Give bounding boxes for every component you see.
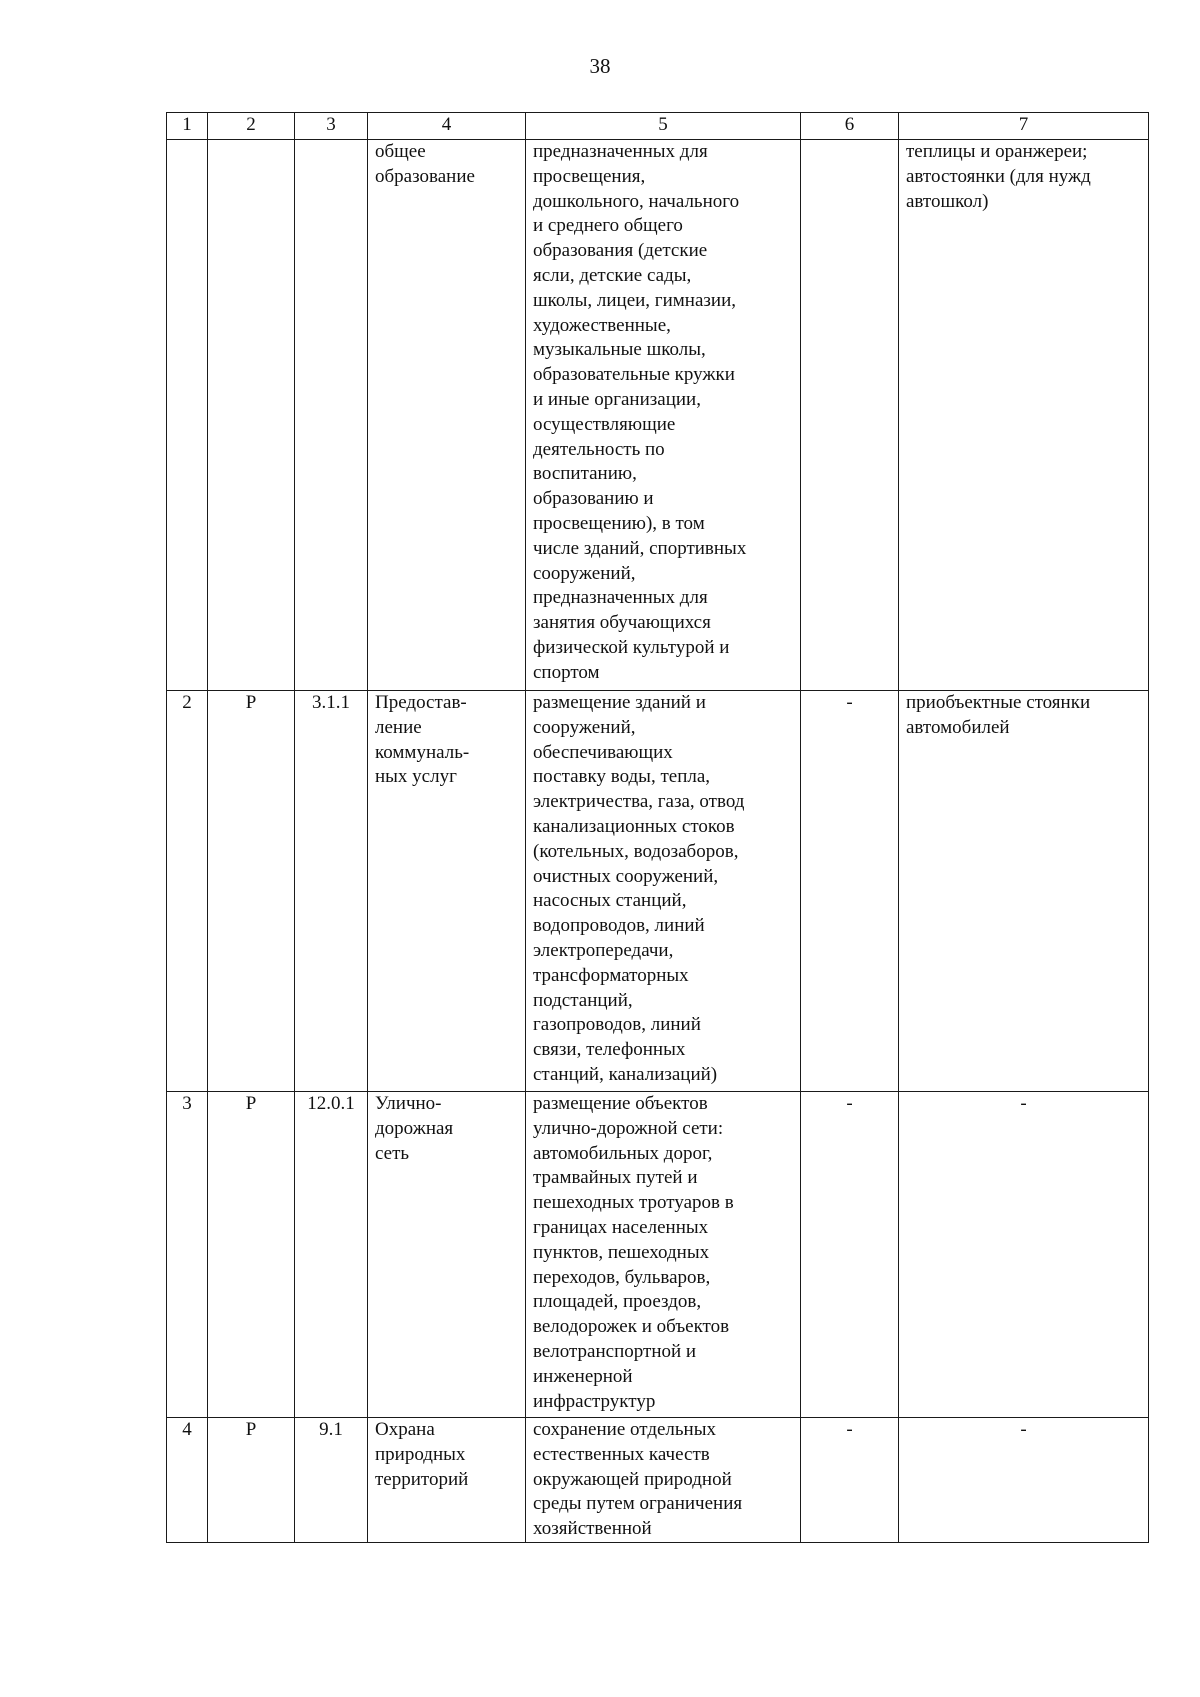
auxiliary-use-cell: приобъектные стоянки автомобилей — [899, 691, 1149, 1092]
header-cell: 4 — [368, 113, 526, 140]
classifier-code-cell: 9.1 — [295, 1418, 368, 1543]
auxiliary-use-cell: теплицы и оранжереи; автостоянки (для нужд автошкол) — [899, 140, 1149, 691]
use-description-cell: размещение зданий и сооружений, обеспечивающих поставку воды, тепла, электричества, газа, отвод канализационных стоков (котельных, водозаборов, очистных сооружений, насосных станций, водопроводов, линий электропередачи, трансформаторных подстанций, газопроводов, линий связи, телефонных станций, канализаций) — [526, 691, 801, 1092]
use-name-cell: Предостав- ление коммуналь- ных услуг — [368, 691, 526, 1092]
use-description-cell: размещение объектов улично-дорожной сети: автомобильных дорог, трамвайных путей и пешеходных тротуаров в границах населенных пунктов, пешеходных переходов, бульваров, площадей, проездов, велодорожек и объектов велотранспортной и инженерной инфраструктур — [526, 1092, 801, 1418]
use-description-cell: сохранение отдельных естественных качеств окружающей природной среды путем ограничения хозяйственной — [526, 1418, 801, 1543]
zone-code-cell: Р — [208, 1418, 295, 1543]
use-name-cell: Улично- дорожная сеть — [368, 1092, 526, 1418]
column-6-cell: - — [801, 1092, 899, 1418]
auxiliary-use-cell: - — [899, 1418, 1149, 1543]
row-number-cell — [167, 140, 208, 691]
table-row — [167, 140, 1149, 691]
column-6-cell: - — [801, 691, 899, 1092]
classifier-code-cell: 3.1.1 — [295, 691, 368, 1092]
header-cell: 7 — [899, 113, 1149, 140]
classifier-code-cell: 12.0.1 — [295, 1092, 368, 1418]
row-number-cell: 4 — [167, 1418, 208, 1543]
header-cell: 2 — [208, 113, 295, 140]
header-cell: 6 — [801, 113, 899, 140]
header-row — [167, 113, 1149, 140]
table-row — [167, 691, 1149, 1092]
use-name-cell: общее образование — [368, 140, 526, 691]
row-number-cell: 3 — [167, 1092, 208, 1418]
classifier-code-cell — [295, 140, 368, 691]
header-cell: 5 — [526, 113, 801, 140]
column-6-cell — [801, 140, 899, 691]
use-description-cell: предназначенных для просвещения, дошкольного, начального и среднего общего образования (детские ясли, детские сады, школы, лицеи, гимназии, художественные, музыкальные школы, образовательные кружки и иные организации, осуществляющие деятельность по воспитанию, образованию и просвещению), в том числе зданий, спортивных сооружений, предназначенных для занятия обучающихся физической культурой и спортом — [526, 140, 801, 691]
row-number-cell: 2 — [167, 691, 208, 1092]
zone-code-cell — [208, 140, 295, 691]
page-number: 38 — [589, 54, 611, 78]
use-name-cell: Охрана природных территорий — [368, 1418, 526, 1543]
column-6-cell: - — [801, 1418, 899, 1543]
table-row — [167, 1092, 1149, 1418]
header-cell: 3 — [295, 113, 368, 140]
table-row — [167, 1418, 1149, 1543]
zone-code-cell: Р — [208, 691, 295, 1092]
zone-code-cell: Р — [208, 1092, 295, 1418]
auxiliary-use-cell: - — [899, 1092, 1149, 1418]
header-cell: 1 — [167, 113, 208, 140]
land-use-table — [166, 112, 1149, 1543]
